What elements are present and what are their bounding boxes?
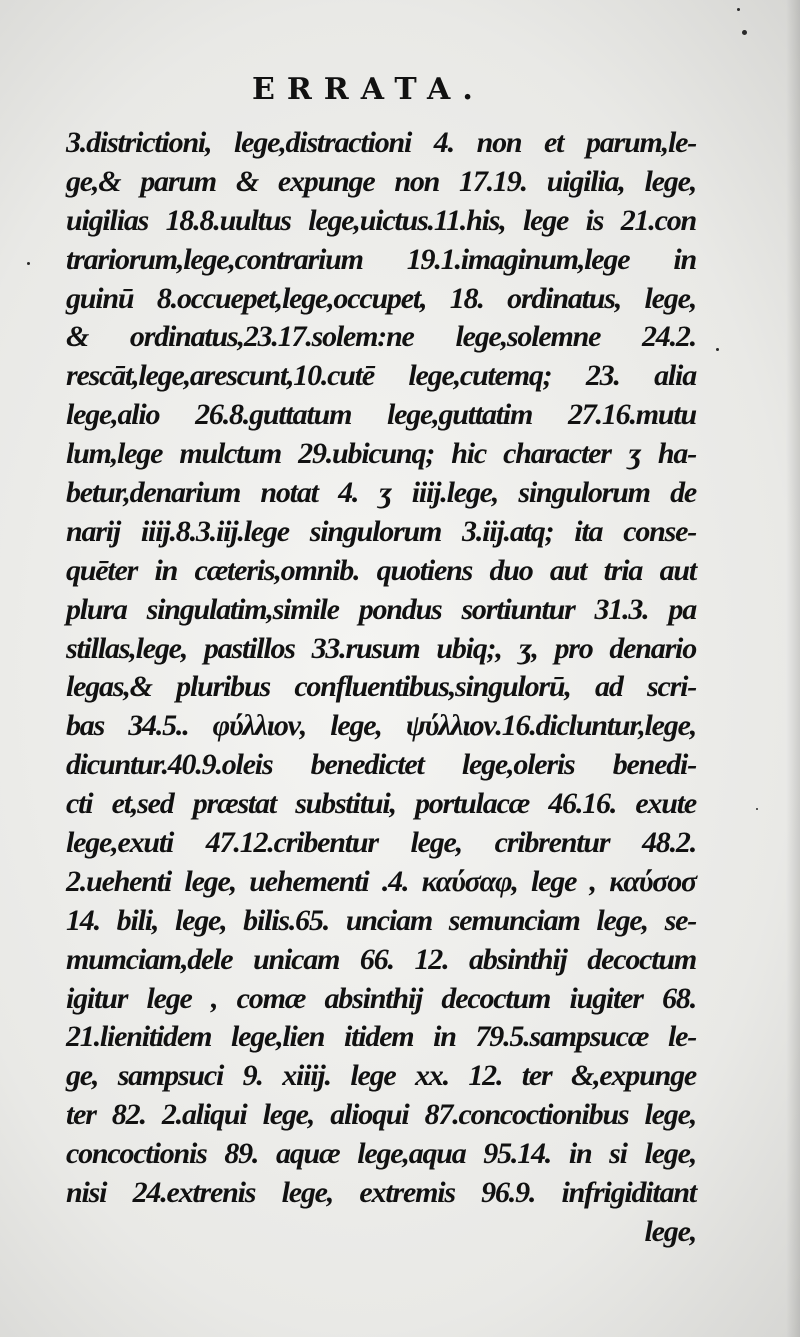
ink-speck (737, 8, 740, 11)
text-line: ge,& parum & expunge non 17.19. uigilia, lege, (66, 164, 696, 198)
text-line: lege,alio 26.8.guttatum lege,guttatim 27.16.mutu (66, 398, 696, 432)
text-line: ge, sampsuci 9. xiiij. lege xx. 12. ter &,expunge (66, 1059, 696, 1093)
text-line: legas,& pluribus confluentibus,singulorū, ad scri- (66, 670, 696, 704)
text-line: rescāt,lege,arescunt,10.cutē lege,cutemq; 23. alia (66, 359, 696, 393)
ink-speck (27, 262, 30, 265)
text-line: lum,lege mulctum 29.ubicunq; hic character ʒ ha- (66, 437, 696, 471)
ink-speck (756, 808, 758, 810)
text-line: 14. bili, lege, bilis.65. unciam semunciam lege, se- (66, 903, 696, 937)
text-line: guinū 8.occuepet,lege,occupet, 18. ordinatus, lege, (66, 281, 696, 315)
catchword: lege, (644, 1214, 696, 1248)
ink-speck (716, 348, 719, 351)
ink-speck (742, 30, 747, 35)
text-line: ter 82. 2.aliqui lege, alioqui 87.concoctionibus lege, (66, 1098, 696, 1132)
text-line: & ordinatus,23.17.solem:ne lege,solemne 24.2. (66, 320, 696, 354)
text-line: stillas,lege, pastillos 33.rusum ubiq;, ʒ, pro denario (66, 631, 696, 665)
errata-text-block (66, 124, 696, 1252)
text-line: uigilias 18.8.uultus lege,uictus.11.his, lege is 21.con (66, 203, 696, 237)
text-line: trariorum,lege,contrarium 19.1.imaginum,lege in (66, 242, 696, 276)
text-line: 2.uehenti lege, uehementi .4. καύσαφ, lege , καύσοσ (66, 864, 696, 898)
text-line: 21.lienitidem lege,lien itidem in 79.5.sampsucæ le- (66, 1020, 696, 1054)
text-line: bas 34.5.. φύλλιον, lege, ψύλλιον.16.dicluntur,lege, (66, 709, 696, 743)
text-line: igitur lege , comæ absinthij decoctum iugiter 68. (66, 981, 696, 1015)
text-line: 3.districtioni, lege,distractioni 4. non et parum,le- (66, 126, 696, 159)
text-line: cti et,sed præstat substitui, portulacæ 46.16. exute (66, 787, 696, 821)
text-line: concoctionis 89. aquæ lege,aqua 95.14. in si lege, (66, 1137, 696, 1171)
text-line: narij iiij.8.3.iij.lege singulorum 3.iij.atq; ita conse- (66, 514, 696, 548)
text-line: quēter in cæteris,omnib. quotiens duo aut tria aut (66, 553, 696, 587)
text-line: nisi 24.extrenis lege, extremis 96.9. infrigiditant (66, 1176, 696, 1210)
text-line: lege,exuti 47.12.cribentur lege, cribrentur 48.2. (66, 826, 696, 860)
page-heading: ERRATA. (252, 72, 485, 107)
text-line: betur,denarium notat 4. ʒ iiij.lege, singulorum de (66, 476, 696, 510)
text-line: dicuntur.40.9.oleis benedictet lege,oleris benedi- (66, 748, 696, 782)
page-edge-shadow (786, 0, 800, 1337)
text-line: mumciam,dele unicam 66. 12. absinthij decoctum (66, 942, 696, 976)
text-line: plura singulatim,simile pondus sortiuntur 31.3. pa (66, 592, 696, 626)
